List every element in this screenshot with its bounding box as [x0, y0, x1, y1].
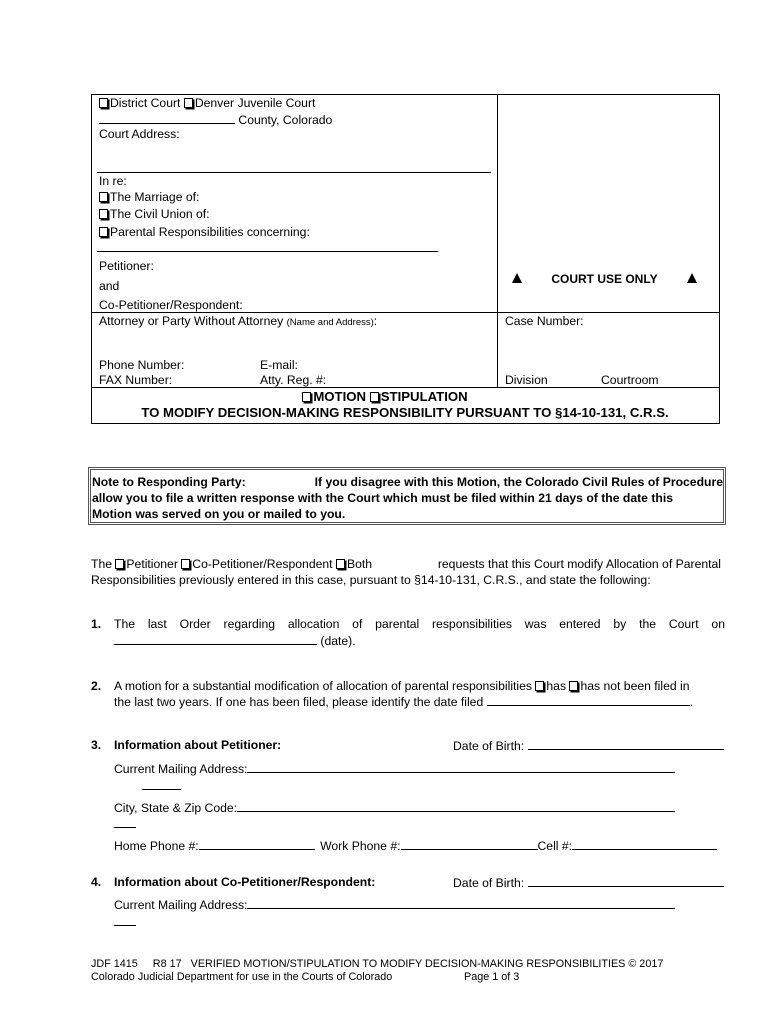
home-phone-field[interactable] [199, 838, 315, 850]
petitioner-city-field[interactable] [237, 800, 675, 812]
division-label: Division [505, 373, 548, 387]
petitioner-label: Petitioner: [99, 259, 154, 273]
note-line-2: allow you to file a written response with the Court which must be filed within 21 days of the date this [92, 491, 674, 505]
parental-checkbox[interactable] [99, 227, 108, 237]
intro-co-petitioner-checkbox[interactable] [181, 559, 190, 569]
and-label: and [99, 279, 120, 293]
item-2-period: . [689, 695, 694, 709]
item-3-number: 3. [91, 738, 102, 752]
cell-field[interactable] [572, 838, 717, 850]
petitioner-city-label: City, State & Zip Code: [114, 801, 238, 815]
district-court-label: District Court [110, 96, 181, 110]
item-1-date-label: (date). [320, 634, 356, 648]
work-phone-field[interactable] [401, 838, 538, 850]
document-subtitle: TO MODIFY DECISION-MAKING RESPONSIBILITY PURSUANT TO §14-10-131, C.R.S. [141, 405, 669, 420]
civil-union-label: The Civil Union of: [110, 207, 210, 221]
footer-line-1: JDF 1415 R8 17 VERIFIED MOTION/STIPULATION TO MODIFY DECISION-MAKING RESPONSIBILITIES © 2017 [91, 958, 664, 970]
intro-petitioner-checkbox[interactable] [115, 559, 124, 569]
note-text-1: If you disagree with this Motion, the Colorado Civil Rules of Procedure [314, 475, 723, 489]
petitioner-mail-row [114, 761, 675, 776]
attorney-row [99, 314, 377, 328]
parental-label: Parental Responsibilities concerning: [110, 225, 310, 239]
item-4-title: Information about Co-Petitioner/Respondent: [114, 875, 376, 889]
courtroom-label: Courtroom [601, 373, 659, 387]
item-1-line-1: The last Order regarding allocation of parental responsibilities was entered by the Court on [114, 617, 725, 631]
civil-union-row [99, 207, 210, 221]
petitioner-mail-field-cont[interactable] [142, 789, 181, 790]
in-re-label: In re: [99, 174, 127, 188]
atty-reg-label: Atty. Reg. #: [260, 373, 327, 387]
district-court-checkbox[interactable] [99, 98, 108, 108]
petitioner-phone-row [114, 838, 717, 853]
marriage-label: The Marriage of: [110, 190, 200, 204]
caption-border-bottom [91, 423, 720, 424]
item-3-title: Information about Petitioner: [114, 738, 282, 752]
parental-row [99, 225, 310, 239]
co-petitioner-mail-row [114, 897, 675, 912]
caption-divider-title [91, 387, 720, 388]
denver-juvenile-checkbox[interactable] [184, 98, 193, 108]
court-selection-row [99, 96, 315, 110]
court-address-field[interactable] [97, 172, 491, 173]
caption-border-left [91, 94, 92, 424]
court-use-only-label: COURT USE ONLY [551, 272, 658, 286]
email-label: E-mail: [260, 358, 298, 372]
item-2-line-1 [114, 679, 725, 693]
title-row [0, 389, 770, 404]
intro-the: The [91, 557, 113, 571]
footer-line-2: Colorado Judicial Department for use in the Courts of Colorado [91, 971, 393, 983]
home-phone-label: Home Phone #: [114, 839, 199, 853]
civil-union-checkbox[interactable] [99, 209, 108, 219]
order-date-field[interactable] [114, 633, 317, 645]
attorney-small-label: (Name and Address) [286, 317, 374, 328]
has-checkbox[interactable] [535, 681, 544, 691]
intro-line-2: Responsibilities previously entered in this case, pursuant to §14-10-131, C.R.S., and state the following: [91, 573, 651, 587]
motion-checkbox[interactable] [302, 392, 311, 402]
work-phone-label: Work Phone #: [320, 839, 401, 853]
marriage-checkbox[interactable] [99, 192, 108, 202]
co-petitioner-dob-field[interactable] [528, 875, 724, 887]
stipulation-label: STIPULATION [380, 389, 468, 404]
co-petitioner-mail-label: Current Mailing Address: [114, 898, 248, 912]
case-number-label: Case Number: [505, 314, 584, 328]
caption-border-right [719, 94, 720, 424]
triangle-up-icon [512, 273, 522, 283]
date-filed-field[interactable] [487, 694, 690, 706]
stipulation-checkbox[interactable] [370, 392, 379, 402]
item-2-text: A motion for a substantial modification of allocation of parental responsibilities [114, 679, 532, 693]
has-not-label: has not been filed in [580, 679, 690, 693]
footer-page-number: Page 1 of 3 [464, 971, 520, 983]
intro-petitioner-label: Petitioner [126, 557, 178, 571]
intro-both-checkbox[interactable] [336, 559, 345, 569]
item-4-number: 4. [91, 875, 102, 889]
petitioner-mail-field[interactable] [247, 761, 675, 773]
co-petitioner-label: Co-Petitioner/Respondent: [99, 298, 243, 312]
petitioner-dob-field[interactable] [528, 738, 724, 750]
intro-both-label: Both [346, 557, 373, 571]
petitioner-dob-label: Date of Birth: [453, 739, 525, 753]
attorney-label: Attorney or Party Without Attorney [99, 314, 284, 328]
denver-juvenile-label: Denver Juvenile Court [194, 96, 316, 110]
county-row [99, 112, 332, 127]
intro-line-1 [91, 557, 721, 571]
county-field[interactable] [99, 112, 235, 124]
petitioner-mail-label: Current Mailing Address: [114, 762, 248, 776]
note-label: Note to Responding Party: [92, 475, 246, 489]
note-line-3: Motion was served on you or mailed to you. [92, 507, 346, 521]
county-suffix: County, Colorado [238, 113, 333, 127]
caption-border-top [91, 94, 720, 95]
item-2-line-2-text: the last two years. If one has been filed, please identify the date filed [114, 695, 484, 709]
fax-label: FAX Number: [99, 373, 173, 387]
attorney-colon: : [373, 314, 378, 328]
petitioner-city-row [114, 800, 675, 815]
co-petitioner-dob-row [453, 875, 724, 890]
parties-name-field[interactable] [97, 251, 438, 252]
marriage-row [99, 190, 199, 204]
court-use-only [512, 272, 697, 286]
co-petitioner-mail-field-cont[interactable] [114, 925, 136, 926]
triangle-up-icon [687, 273, 697, 283]
item-1-line-2 [114, 633, 356, 648]
motion-label: MOTION [313, 389, 367, 404]
item-1-number: 1. [91, 617, 102, 631]
cell-label: Cell #: [537, 839, 573, 853]
caption-divider-vertical [497, 94, 498, 388]
note-line-1 [92, 475, 723, 489]
item-2-number: 2. [91, 679, 102, 693]
has-label: has [546, 679, 567, 693]
phone-label: Phone Number: [99, 358, 185, 372]
intro-rest: requests that this Court modify Allocation of Parental [437, 557, 721, 571]
co-petitioner-mail-field[interactable] [247, 897, 675, 909]
co-petitioner-dob-label: Date of Birth: [453, 876, 525, 890]
petitioner-city-field-cont[interactable] [114, 827, 136, 828]
has-not-checkbox[interactable] [569, 681, 578, 691]
item-2-line-2 [114, 694, 693, 709]
petitioner-dob-row [453, 738, 724, 753]
intro-co-petitioner-label: Co-Petitioner/Respondent [192, 557, 333, 571]
court-address-label: Court Address: [99, 127, 180, 141]
caption-divider-attorney [91, 312, 720, 313]
